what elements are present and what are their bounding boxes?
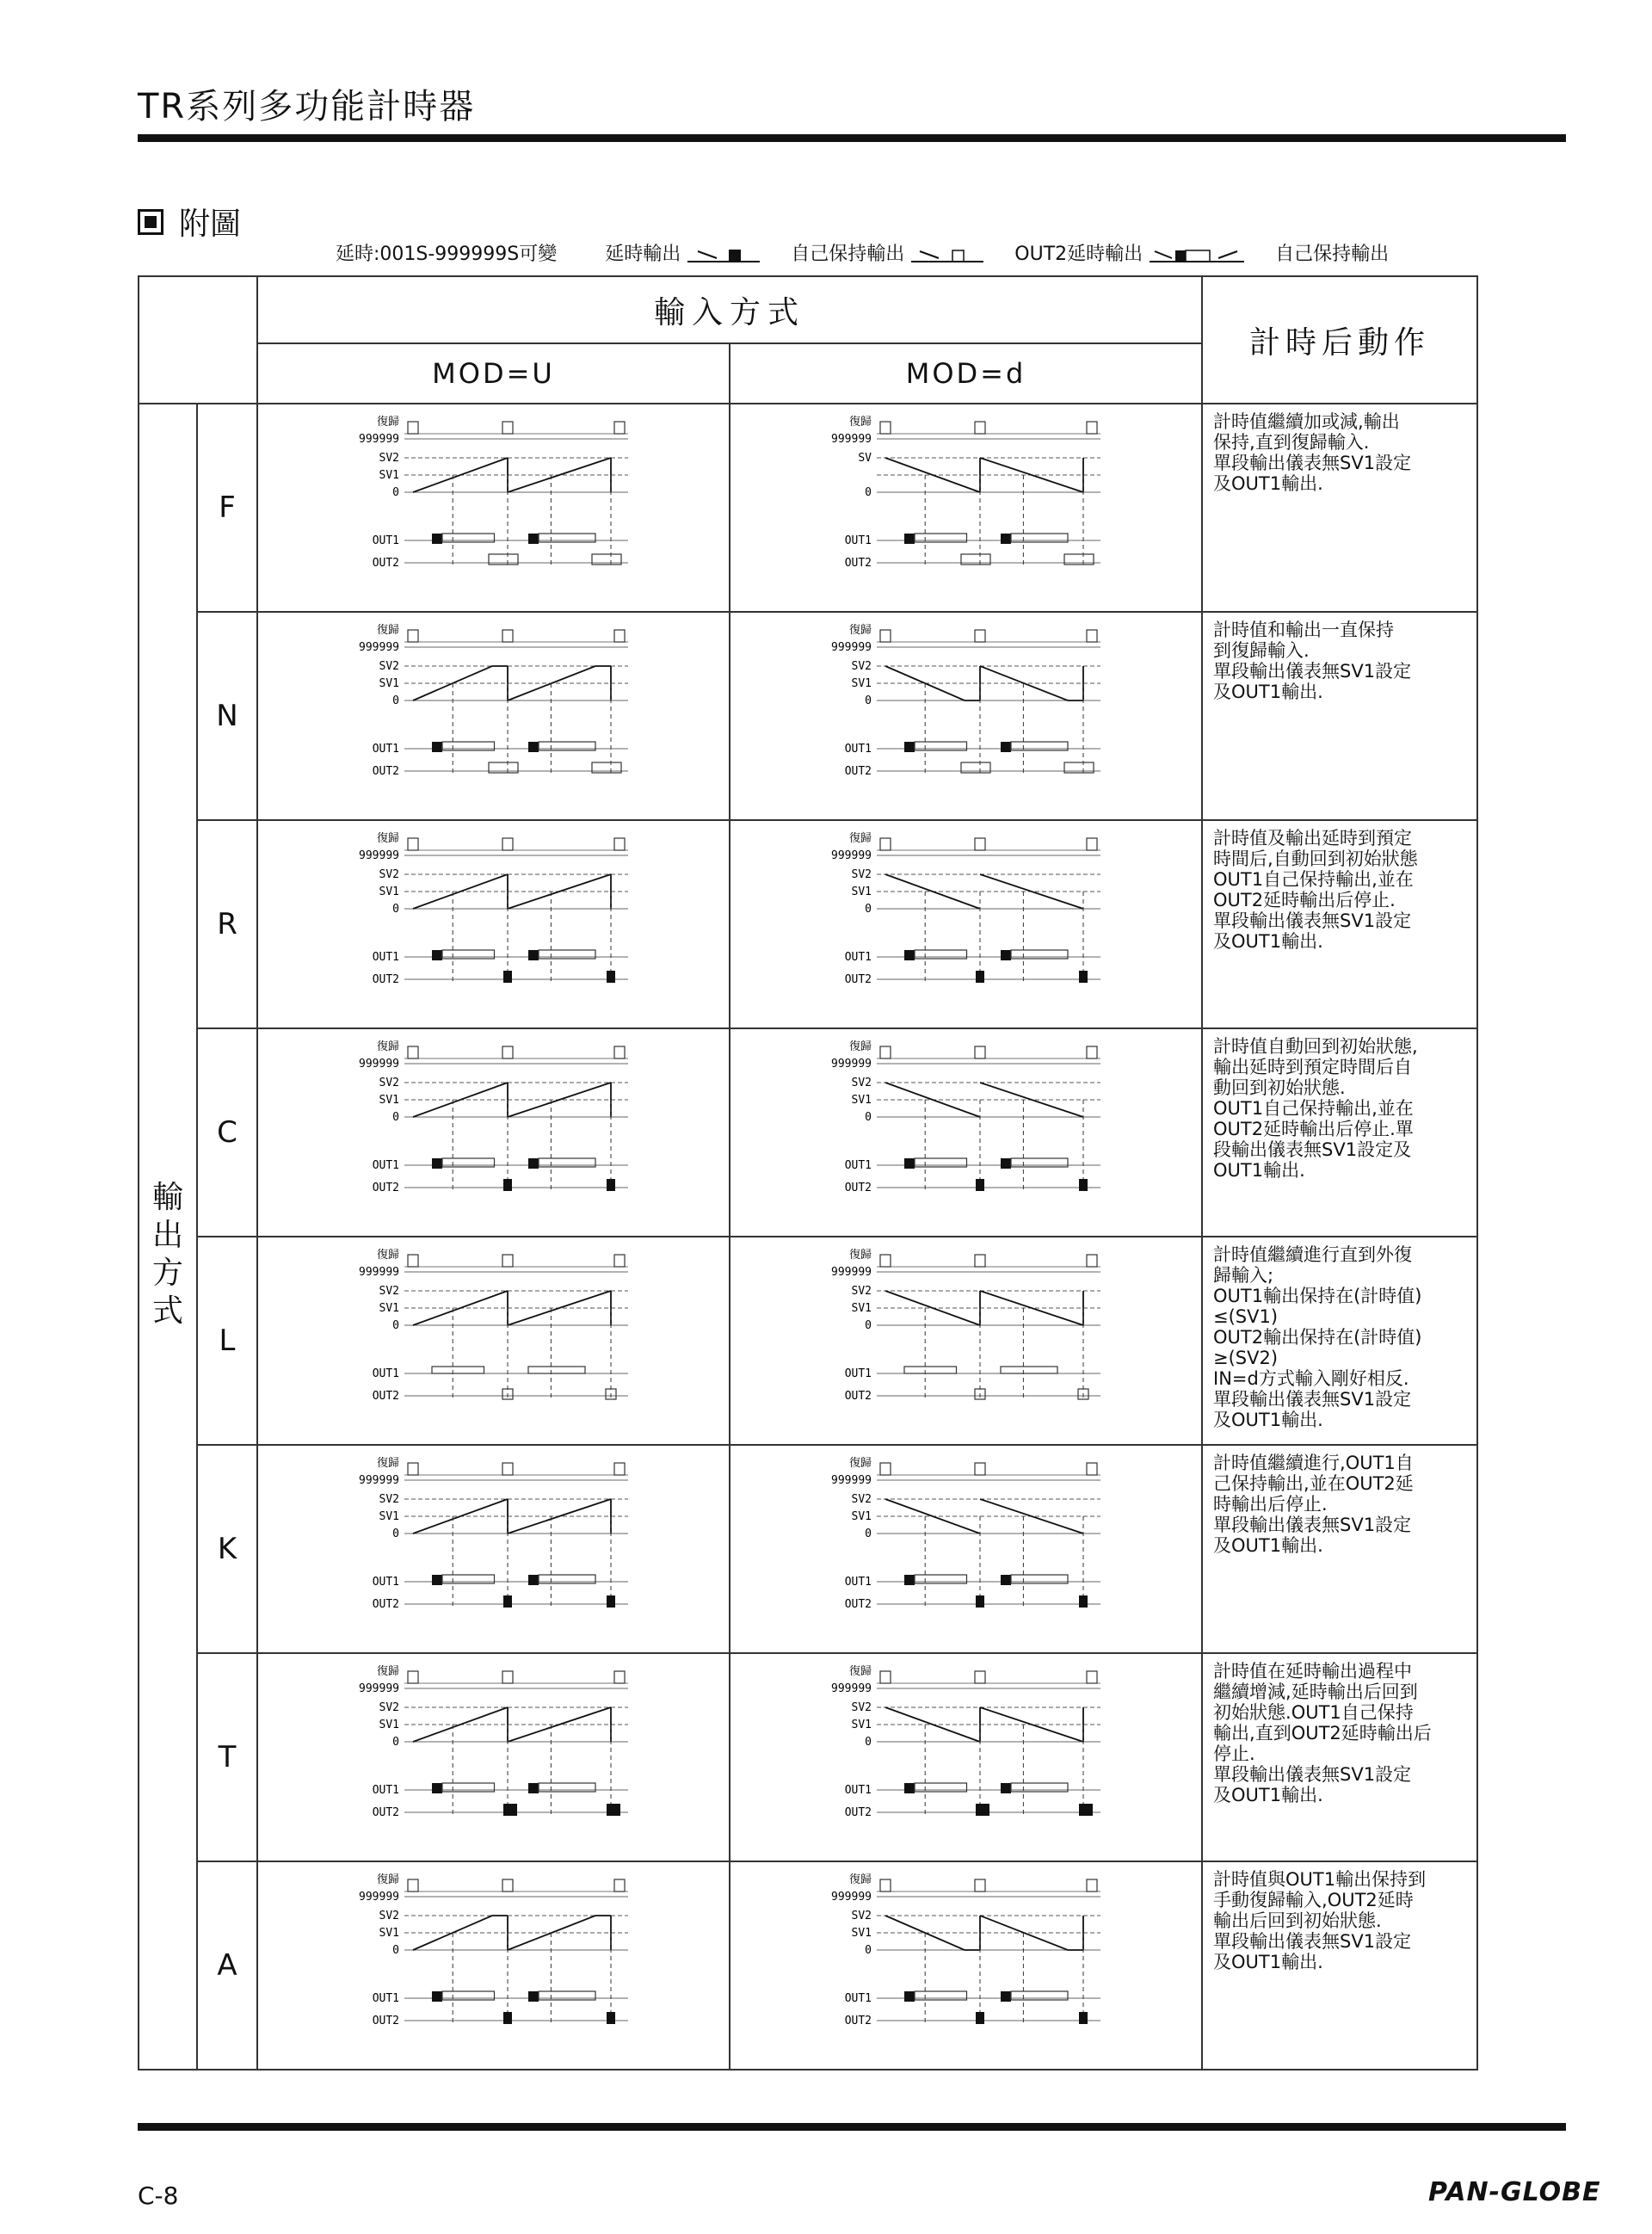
axis-label: 0 xyxy=(865,1319,872,1332)
axis-label: OUT2 xyxy=(372,2015,399,2027)
legend xyxy=(336,239,1396,266)
out2-pulse xyxy=(976,1804,989,1816)
axis-label: 999999 xyxy=(359,641,399,654)
axis-label: 0 xyxy=(392,1111,399,1124)
out2-pulse xyxy=(976,1179,984,1191)
axis-label: OUT1 xyxy=(372,1784,399,1797)
axis-label: 復歸 xyxy=(376,1873,399,1886)
out1-pulse xyxy=(432,742,442,752)
axis-label: SV1 xyxy=(851,1302,872,1315)
description-line: 及OUT1輸出. xyxy=(1213,1535,1323,1556)
description-line: OUT2延時輸出后停止.單 xyxy=(1213,1119,1414,1139)
axis-label: SV1 xyxy=(379,1094,399,1107)
axis-label: OUT2 xyxy=(844,2015,872,2027)
axis-label: OUT2 xyxy=(844,1390,872,1403)
axis-label: 999999 xyxy=(359,849,399,862)
description-line: 到復歸輸入. xyxy=(1213,640,1310,661)
axis-label: OUT1 xyxy=(844,1367,872,1380)
out1-pulse xyxy=(432,1158,442,1169)
description-line: 及OUT1輸出. xyxy=(1213,1952,1323,1972)
action-description xyxy=(1202,820,1477,1028)
axis-label: 999999 xyxy=(831,433,872,446)
axis-label: 復歸 xyxy=(848,1249,872,1262)
description-line: 及OUT1輸出. xyxy=(1213,931,1323,952)
description-line: 計時值及輸出延時到預定 xyxy=(1213,828,1413,849)
axis-label: SV1 xyxy=(851,1927,872,1940)
axis-label: SV2 xyxy=(851,1701,872,1714)
description-line: 計時值繼續進行直到外復 xyxy=(1213,1244,1413,1265)
self-hold-output-icon xyxy=(911,243,983,263)
timing-diagram xyxy=(258,821,727,1024)
axis-label: OUT2 xyxy=(844,1806,872,1819)
timing-diagram xyxy=(258,1237,727,1441)
mode-code: R xyxy=(197,820,257,1028)
timing-diagram xyxy=(730,1654,1199,1857)
axis-label: SV1 xyxy=(379,1719,399,1731)
output-mode-text: 輸出方式 xyxy=(151,1180,183,1329)
axis-label: 復歸 xyxy=(376,1249,399,1262)
timing-diagram xyxy=(730,821,1199,1024)
axis-label: SV xyxy=(858,452,872,465)
mode-code: A xyxy=(197,1861,257,2070)
axis-label: 復歸 xyxy=(848,624,872,637)
axis-label: 999999 xyxy=(831,1266,872,1279)
mode-code: N xyxy=(197,612,257,820)
out1-pulse xyxy=(432,1575,442,1585)
axis-label: SV1 xyxy=(851,1094,872,1107)
description-line: 時間后,自動回到初始狀態 xyxy=(1213,849,1418,869)
axis-label: OUT2 xyxy=(844,765,872,778)
out1-pulse xyxy=(1001,534,1011,544)
axis-label: SV1 xyxy=(379,886,399,898)
corner-cell xyxy=(139,276,257,404)
description-line: 單段輸出儀表無SV1設定 xyxy=(1213,910,1412,931)
delay-output-icon xyxy=(687,243,760,263)
axis-label: OUT1 xyxy=(372,534,399,547)
legend-range: 延時:001S-999999S可變 xyxy=(336,244,558,265)
output-mode-label xyxy=(139,404,197,2070)
timing-diagram xyxy=(730,404,1199,608)
description-line: 計時值與OUT1輸出保持到 xyxy=(1213,1869,1427,1890)
axis-label: 復歸 xyxy=(376,1665,399,1678)
out2-pulse xyxy=(503,1804,517,1816)
description-line: 計時值自動回到初始狀態, xyxy=(1213,1036,1418,1057)
out2-pulse xyxy=(503,1595,512,1608)
timing-diagram xyxy=(258,404,727,608)
out1-pulse xyxy=(432,1783,442,1793)
axis-label: 0 xyxy=(392,486,399,499)
description-line: 初始狀態.OUT1自己保持 xyxy=(1213,1702,1414,1723)
axis-label: SV2 xyxy=(379,1493,399,1506)
out1-pulse xyxy=(1001,1158,1011,1169)
description-line: 及OUT1輸出. xyxy=(1213,1410,1323,1430)
page-title: TR系列多功能計時器 xyxy=(138,87,476,127)
axis-label: SV2 xyxy=(851,1493,872,1506)
description-line: 計時值在延時輸出過程中 xyxy=(1213,1661,1413,1682)
mode-code: F xyxy=(197,404,257,612)
axis-label: 復歸 xyxy=(376,624,399,637)
out2-pulse xyxy=(607,971,615,983)
out1-pulse xyxy=(1001,1991,1011,2002)
out2-pulse xyxy=(976,971,984,983)
out2-pulse xyxy=(1079,2012,1088,2024)
axis-label: OUT1 xyxy=(844,1159,872,1172)
title-rule xyxy=(138,134,1566,142)
axis-label: OUT2 xyxy=(372,973,399,986)
out1-pulse xyxy=(904,1991,915,2002)
axis-label: 0 xyxy=(865,486,872,499)
axis-label: 0 xyxy=(392,1527,399,1540)
diagram-cell-mod-d xyxy=(730,612,1202,820)
axis-label: 0 xyxy=(865,903,872,916)
diagram-cell-mod-d xyxy=(730,1028,1202,1237)
description-line: OUT1輸出. xyxy=(1213,1160,1305,1181)
legend-delay: 延時輸出 xyxy=(605,244,681,265)
axis-label: OUT1 xyxy=(844,1576,872,1589)
action-description xyxy=(1202,1861,1477,2070)
out2-pulse xyxy=(1079,1595,1088,1608)
axis-label: SV2 xyxy=(851,1285,872,1298)
axis-label: SV2 xyxy=(851,1910,872,1922)
diagram-cell-mod-u xyxy=(257,1237,730,1445)
out1-pulse xyxy=(528,950,539,960)
axis-label: 999999 xyxy=(831,1058,872,1071)
axis-label: OUT1 xyxy=(844,534,872,547)
footer-rule xyxy=(138,2123,1566,2131)
axis-label: 0 xyxy=(392,1736,399,1749)
out1-pulse xyxy=(904,950,915,960)
axis-label: OUT1 xyxy=(372,1576,399,1589)
timing-diagram xyxy=(258,1862,727,2065)
description-line: 單段輸出儀表無SV1設定 xyxy=(1213,1931,1412,1952)
description-line: 單段輸出儀表無SV1設定 xyxy=(1213,1515,1412,1535)
out1-pulse xyxy=(528,1991,539,2002)
timing-diagram xyxy=(258,613,727,816)
axis-label: 999999 xyxy=(831,849,872,862)
axis-label: SV2 xyxy=(379,1910,399,1922)
axis-label: OUT2 xyxy=(372,1390,399,1403)
axis-label: 0 xyxy=(392,903,399,916)
diagram-cell-mod-u xyxy=(257,1445,730,1653)
section-heading xyxy=(138,200,241,244)
description-line: 計時值和輸出一直保持 xyxy=(1213,620,1395,640)
axis-label: 復歸 xyxy=(848,1040,872,1053)
brand-logo: PAN-GLOBE xyxy=(1428,2177,1601,2207)
axis-label: OUT1 xyxy=(844,1784,872,1797)
diagram-cell-mod-u xyxy=(257,820,730,1028)
description-line: 單段輸出儀表無SV1設定 xyxy=(1213,1389,1412,1410)
axis-label: OUT2 xyxy=(372,557,399,570)
out1-pulse xyxy=(528,1158,539,1169)
description-line: 輸出后回到初始狀態. xyxy=(1213,1910,1382,1931)
out1-pulse xyxy=(904,534,915,544)
axis-label: OUT1 xyxy=(372,1367,399,1380)
mode-code: C xyxy=(197,1028,257,1237)
description-line: OUT2輸出保持在(計時值) xyxy=(1213,1327,1422,1348)
out1-pulse xyxy=(904,1783,915,1793)
axis-label: 復歸 xyxy=(848,832,872,845)
axis-label: OUT2 xyxy=(372,1806,399,1819)
axis-label: OUT1 xyxy=(372,743,399,756)
legend-out2-delay: OUT2延時輸出 xyxy=(1014,244,1143,265)
out1-pulse xyxy=(432,950,442,960)
action-description xyxy=(1202,1028,1477,1237)
timing-diagram xyxy=(258,1446,727,1649)
axis-label: SV1 xyxy=(379,1927,399,1940)
mode-code: L xyxy=(197,1237,257,1445)
out2-pulse xyxy=(607,1595,615,1608)
out1-pulse xyxy=(904,742,915,752)
description-line: 及OUT1輸出. xyxy=(1213,473,1323,494)
axis-label: 999999 xyxy=(831,641,872,654)
axis-label: OUT2 xyxy=(844,1182,872,1194)
description-line: 單段輸出儀表無SV1設定 xyxy=(1213,453,1412,473)
axis-label: 0 xyxy=(392,1319,399,1332)
description-line: 己保持輸出,並在OUT2延 xyxy=(1213,1473,1414,1494)
out2-pulse xyxy=(1079,971,1088,983)
axis-label: 999999 xyxy=(359,1682,399,1695)
out1-pulse xyxy=(1001,1575,1011,1585)
legend-self-hold: 自己保持輸出 xyxy=(791,244,905,265)
axis-label: SV1 xyxy=(379,469,399,482)
axis-label: SV2 xyxy=(379,1701,399,1714)
input-mode-header: 輸入方式 xyxy=(257,276,1202,343)
description-line: 手動復歸輸入,OUT2延時 xyxy=(1213,1890,1414,1910)
axis-label: 999999 xyxy=(831,1891,872,1904)
out2-pulse xyxy=(503,971,512,983)
description-line: OUT1輸出保持在(計時值) xyxy=(1213,1286,1422,1306)
out2-pulse xyxy=(976,1595,984,1608)
timing-diagram xyxy=(730,1237,1199,1441)
axis-label: SV2 xyxy=(379,1285,399,1298)
out2-pulse xyxy=(503,2012,512,2024)
description-line: 段輸出儀表無SV1設定及 xyxy=(1213,1139,1412,1160)
description-line: 時輸出后停止. xyxy=(1213,1494,1328,1515)
mod-u-header: MOD=U xyxy=(257,343,730,404)
axis-label: SV1 xyxy=(851,886,872,898)
diagram-cell-mod-u xyxy=(257,404,730,612)
axis-label: 999999 xyxy=(359,1058,399,1071)
description-line: 歸輸入; xyxy=(1213,1265,1274,1286)
out1-pulse xyxy=(904,1158,915,1169)
description-line: IN=d方式輸入剛好相反. xyxy=(1213,1368,1409,1389)
axis-label: 999999 xyxy=(359,1474,399,1487)
axis-label: OUT1 xyxy=(372,951,399,964)
mode-code: K xyxy=(197,1445,257,1653)
out2-pulse xyxy=(976,2012,984,2024)
out1-pulse xyxy=(432,534,442,544)
diagram-cell-mod-d xyxy=(730,404,1202,612)
out1-pulse xyxy=(528,1783,539,1793)
axis-label: 0 xyxy=(865,1527,872,1540)
axis-label: 0 xyxy=(865,694,872,707)
action-description xyxy=(1202,1237,1477,1445)
out1-pulse xyxy=(1001,1783,1011,1793)
axis-label: 999999 xyxy=(359,1266,399,1279)
axis-label: 999999 xyxy=(359,1891,399,1904)
description-line: 保持,直到復歸輸入. xyxy=(1213,432,1370,453)
axis-label: SV1 xyxy=(379,1302,399,1315)
axis-label: 復歸 xyxy=(848,416,872,429)
diagram-cell-mod-u xyxy=(257,612,730,820)
out1-pulse xyxy=(528,1575,539,1585)
axis-label: SV2 xyxy=(851,1077,872,1089)
description-line: ≥(SV2) xyxy=(1213,1348,1279,1368)
description-line: 繼續增減,延時輸出后回到 xyxy=(1213,1682,1418,1702)
diagram-cell-mod-u xyxy=(257,1861,730,2070)
action-description xyxy=(1202,612,1477,820)
axis-label: 復歸 xyxy=(848,1457,872,1470)
axis-label: 復歸 xyxy=(848,1665,872,1678)
diagram-cell-mod-d xyxy=(730,1861,1202,2070)
diagram-cell-mod-d xyxy=(730,1653,1202,1861)
axis-label: OUT1 xyxy=(372,1992,399,2005)
axis-label: SV2 xyxy=(851,868,872,881)
axis-label: 0 xyxy=(865,1736,872,1749)
diagram-cell-mod-d xyxy=(730,1445,1202,1653)
out2-pulse xyxy=(607,1179,615,1191)
out1-pulse xyxy=(1001,950,1011,960)
out2-pulse xyxy=(607,1804,620,1816)
axis-label: OUT1 xyxy=(372,1159,399,1172)
out1-pulse xyxy=(528,534,539,544)
axis-label: OUT2 xyxy=(372,1598,399,1611)
timing-diagram xyxy=(258,1029,727,1232)
axis-label: SV1 xyxy=(379,1510,399,1523)
out2-pulse xyxy=(503,1179,512,1191)
axis-label: OUT2 xyxy=(372,765,399,778)
diagram-cell-mod-d xyxy=(730,820,1202,1028)
diagram-cell-mod-u xyxy=(257,1028,730,1237)
description-line: 輸出延時到預定時間后自 xyxy=(1213,1057,1413,1077)
action-description xyxy=(1202,1653,1477,1861)
axis-label: 復歸 xyxy=(848,1873,872,1886)
page-number: C-8 xyxy=(138,2182,179,2210)
description-line: 及OUT1輸出. xyxy=(1213,682,1323,702)
timing-diagram xyxy=(730,1029,1199,1232)
axis-label: 0 xyxy=(865,1944,872,1957)
axis-label: OUT1 xyxy=(844,951,872,964)
square-bullet-icon xyxy=(138,209,163,235)
description-line: 計時值繼續進行,OUT1自 xyxy=(1213,1453,1414,1473)
timing-diagram xyxy=(730,1862,1199,2065)
axis-label: OUT2 xyxy=(844,557,872,570)
section-title: 附圖 xyxy=(179,207,242,242)
description-line: OUT1自己保持輸出,並在 xyxy=(1213,869,1414,890)
description-line: ≤(SV1) xyxy=(1213,1306,1279,1327)
axis-label: 復歸 xyxy=(376,416,399,429)
axis-label: 999999 xyxy=(831,1474,872,1487)
axis-label: SV1 xyxy=(851,1510,872,1523)
action-header: 計時后動作 xyxy=(1202,276,1477,404)
description-line: 單段輸出儀表無SV1設定 xyxy=(1213,661,1412,682)
axis-label: 0 xyxy=(392,694,399,707)
out2-pulse xyxy=(1079,1804,1093,1816)
axis-label: 0 xyxy=(865,1111,872,1124)
axis-label: SV1 xyxy=(851,677,872,690)
axis-label: OUT2 xyxy=(844,1598,872,1611)
timing-diagram xyxy=(730,1446,1199,1649)
axis-label: SV2 xyxy=(851,660,872,673)
description-line: 動回到初始狀態. xyxy=(1213,1077,1346,1098)
action-description xyxy=(1202,404,1477,612)
diagram-cell-mod-u xyxy=(257,1653,730,1861)
axis-label: OUT2 xyxy=(844,973,872,986)
out1-pulse xyxy=(904,1575,915,1585)
out1-pulse xyxy=(1001,742,1011,752)
description-line: 停止. xyxy=(1213,1743,1255,1764)
description-line: 及OUT1輸出. xyxy=(1213,1785,1323,1805)
axis-label: 999999 xyxy=(831,1682,872,1695)
axis-label: SV2 xyxy=(379,660,399,673)
mod-d-header: MOD=d xyxy=(730,343,1202,404)
description-line: OUT1自己保持輸出,並在 xyxy=(1213,1098,1414,1119)
axis-label: SV1 xyxy=(379,677,399,690)
axis-label: SV2 xyxy=(379,1077,399,1089)
description-line: 單段輸出儀表無SV1設定 xyxy=(1213,1764,1412,1785)
out1-pulse xyxy=(528,742,539,752)
axis-label: OUT1 xyxy=(844,743,872,756)
description-line: 計時值繼續加或減,輸出 xyxy=(1213,411,1400,432)
axis-label: 999999 xyxy=(359,433,399,446)
timing-table xyxy=(138,275,1478,2070)
axis-label: 復歸 xyxy=(376,1040,399,1053)
description-line: OUT2延時輸出后停止. xyxy=(1213,890,1396,910)
axis-label: OUT1 xyxy=(844,1992,872,2005)
description-line: 輸出,直到OUT2延時輸出后 xyxy=(1213,1723,1432,1743)
axis-label: SV2 xyxy=(379,452,399,465)
legend-self-hold-2: 自己保持輸出 xyxy=(1275,244,1390,265)
out2-pulse xyxy=(607,2012,615,2024)
axis-label: 復歸 xyxy=(376,1457,399,1470)
out1-pulse xyxy=(432,1991,442,2002)
axis-label: SV2 xyxy=(379,868,399,881)
axis-label: 復歸 xyxy=(376,832,399,845)
diagram-cell-mod-d xyxy=(730,1237,1202,1445)
axis-label: OUT2 xyxy=(372,1182,399,1194)
mode-code: T xyxy=(197,1653,257,1861)
action-description xyxy=(1202,1445,1477,1653)
timing-diagram xyxy=(730,613,1199,816)
timing-diagram xyxy=(258,1654,727,1857)
out2-delay-output-icon xyxy=(1150,243,1244,263)
out2-pulse xyxy=(1079,1179,1088,1191)
axis-label: 0 xyxy=(392,1944,399,1957)
axis-label: SV1 xyxy=(851,1719,872,1731)
